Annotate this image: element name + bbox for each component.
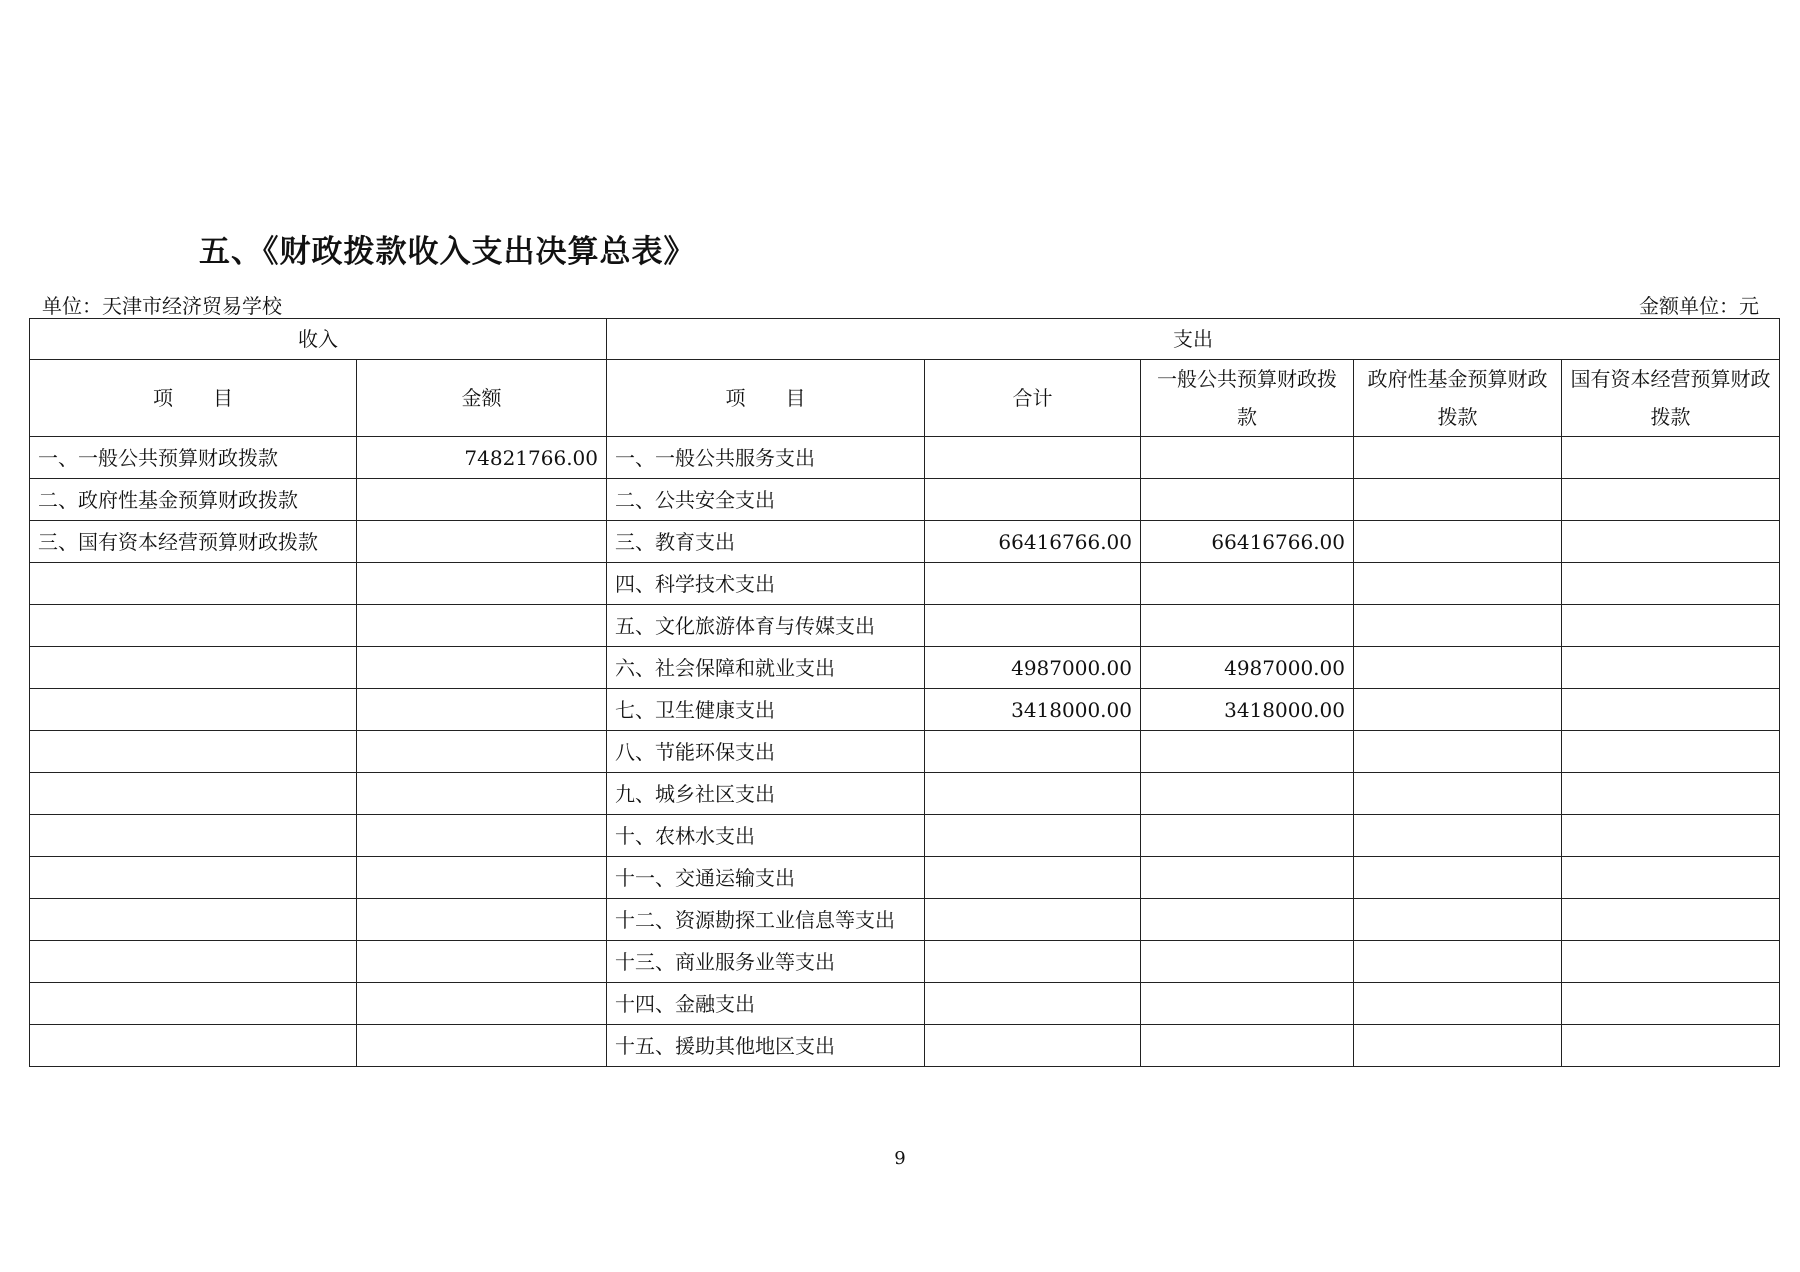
- table-row: [30, 731, 1780, 773]
- gov-fund-cell: [1354, 689, 1562, 731]
- expense-item-cell: 十四、金融支出: [607, 983, 925, 1025]
- total-cell: 66416766.00: [925, 521, 1141, 563]
- state-capital-cell: [1562, 941, 1780, 983]
- table-row: [30, 647, 1780, 689]
- state-capital-cell: [1562, 815, 1780, 857]
- total-cell: [925, 899, 1141, 941]
- table-row: [30, 941, 1780, 983]
- gov-fund-cell: [1354, 899, 1562, 941]
- expense-item-cell: 三、教育支出: [607, 521, 925, 563]
- income-item-cell: [30, 899, 357, 941]
- income-item-cell: [30, 647, 357, 689]
- expense-item-cell: 四、科学技术支出: [607, 563, 925, 605]
- table-row: [30, 479, 1780, 521]
- state-capital-cell: [1562, 521, 1780, 563]
- table-row: [30, 605, 1780, 647]
- income-item-cell: [30, 563, 357, 605]
- gov-fund-cell: [1354, 437, 1562, 479]
- general-budget-cell: [1141, 1025, 1354, 1067]
- income-amount-header: 金额: [357, 360, 607, 437]
- expense-item-cell: 五、文化旅游体育与传媒支出: [607, 605, 925, 647]
- income-amount-cell: 74821766.00: [357, 437, 607, 479]
- state-capital-cell: [1562, 731, 1780, 773]
- expense-item-cell: 八、节能环保支出: [607, 731, 925, 773]
- table-row: [30, 563, 1780, 605]
- income-amount-cell: [357, 689, 607, 731]
- state-capital-cell: [1562, 563, 1780, 605]
- income-amount-cell: [357, 815, 607, 857]
- income-amount-cell: [357, 857, 607, 899]
- page-title: 五、《财政拨款收入支出决算总表》: [199, 234, 696, 270]
- total-cell: [925, 1025, 1141, 1067]
- general-budget-cell: [1141, 815, 1354, 857]
- income-amount-cell: [357, 605, 607, 647]
- income-item-cell: [30, 731, 357, 773]
- column-header-row: [30, 360, 1780, 437]
- gov-fund-cell: [1354, 647, 1562, 689]
- general-budget-cell: [1141, 857, 1354, 899]
- total-cell: [925, 479, 1141, 521]
- state-capital-cell: [1562, 773, 1780, 815]
- income-amount-cell: [357, 563, 607, 605]
- income-item-cell: [30, 689, 357, 731]
- table-row: [30, 983, 1780, 1025]
- state-capital-cell: [1562, 899, 1780, 941]
- income-amount-cell: [357, 941, 607, 983]
- gov-fund-cell: [1354, 731, 1562, 773]
- table-row: [30, 773, 1780, 815]
- general-budget-cell: [1141, 563, 1354, 605]
- total-cell: [925, 983, 1141, 1025]
- income-item-cell: [30, 815, 357, 857]
- table-row: [30, 815, 1780, 857]
- general-budget-cell: [1141, 437, 1354, 479]
- total-cell: [925, 605, 1141, 647]
- general-budget-cell: [1141, 983, 1354, 1025]
- total-cell: 3418000.00: [925, 689, 1141, 731]
- income-item-cell: [30, 605, 357, 647]
- gov-fund-cell: [1354, 605, 1562, 647]
- table-row: [30, 437, 1780, 479]
- gov-fund-cell: [1354, 857, 1562, 899]
- income-item-cell: [30, 941, 357, 983]
- income-amount-cell: [357, 983, 607, 1025]
- unit-label: 单位：天津市经济贸易学校: [42, 294, 282, 318]
- general-budget-cell: [1141, 773, 1354, 815]
- income-amount-cell: [357, 773, 607, 815]
- general-budget-cell: [1141, 605, 1354, 647]
- state-capital-cell: [1562, 647, 1780, 689]
- total-header: 合计: [925, 360, 1141, 437]
- gov-fund-header: 政府性基金预算财政拨款: [1354, 360, 1562, 437]
- expense-item-cell: 二、公共安全支出: [607, 479, 925, 521]
- expense-item-cell: 十一、交通运输支出: [607, 857, 925, 899]
- state-capital-cell: [1562, 689, 1780, 731]
- total-cell: [925, 773, 1141, 815]
- general-budget-cell: [1141, 941, 1354, 983]
- income-amount-cell: [357, 731, 607, 773]
- state-capital-header: 国有资本经营预算财政拨款: [1562, 360, 1780, 437]
- total-cell: [925, 437, 1141, 479]
- table-row: [30, 899, 1780, 941]
- income-item-cell: [30, 857, 357, 899]
- expense-item-cell: 十三、商业服务业等支出: [607, 941, 925, 983]
- expense-item-cell: 一、一般公共服务支出: [607, 437, 925, 479]
- section-header-row: [30, 319, 1780, 360]
- general-budget-cell: 3418000.00: [1141, 689, 1354, 731]
- expense-item-cell: 七、卫生健康支出: [607, 689, 925, 731]
- state-capital-cell: [1562, 1025, 1780, 1067]
- table-row: [30, 521, 1780, 563]
- gov-fund-cell: [1354, 521, 1562, 563]
- total-cell: [925, 941, 1141, 983]
- expense-item-cell: 九、城乡社区支出: [607, 773, 925, 815]
- income-amount-cell: [357, 899, 607, 941]
- total-cell: [925, 815, 1141, 857]
- expense-item-cell: 十二、资源勘探工业信息等支出: [607, 899, 925, 941]
- gov-fund-cell: [1354, 479, 1562, 521]
- income-amount-cell: [357, 647, 607, 689]
- income-item-cell: [30, 773, 357, 815]
- state-capital-cell: [1562, 437, 1780, 479]
- expense-section-header: 支出: [607, 319, 1780, 360]
- state-capital-cell: [1562, 479, 1780, 521]
- general-budget-cell: [1141, 479, 1354, 521]
- income-section-header: 收入: [30, 319, 607, 360]
- income-item-cell: 二、政府性基金预算财政拨款: [30, 479, 357, 521]
- table-row: [30, 689, 1780, 731]
- state-capital-cell: [1562, 605, 1780, 647]
- income-item-cell: [30, 983, 357, 1025]
- gov-fund-cell: [1354, 1025, 1562, 1067]
- income-item-cell: 三、国有资本经营预算财政拨款: [30, 521, 357, 563]
- income-item-header: 项 目: [30, 360, 357, 437]
- income-item-cell: 一、一般公共预算财政拨款: [30, 437, 357, 479]
- gov-fund-cell: [1354, 773, 1562, 815]
- income-amount-cell: [357, 1025, 607, 1067]
- general-budget-cell: [1141, 731, 1354, 773]
- expense-item-cell: 六、社会保障和就业支出: [607, 647, 925, 689]
- page-number: 9: [894, 1148, 906, 1169]
- income-amount-cell: [357, 479, 607, 521]
- gov-fund-cell: [1354, 941, 1562, 983]
- expense-item-cell: 十、农林水支出: [607, 815, 925, 857]
- currency-label: 金额单位：元: [1639, 294, 1759, 318]
- general-budget-cell: 66416766.00: [1141, 521, 1354, 563]
- general-budget-cell: [1141, 899, 1354, 941]
- total-cell: 4987000.00: [925, 647, 1141, 689]
- table-row: [30, 857, 1780, 899]
- total-cell: [925, 563, 1141, 605]
- gov-fund-cell: [1354, 983, 1562, 1025]
- table-row: [30, 1025, 1780, 1067]
- gov-fund-cell: [1354, 815, 1562, 857]
- state-capital-cell: [1562, 983, 1780, 1025]
- gov-fund-cell: [1354, 563, 1562, 605]
- total-cell: [925, 857, 1141, 899]
- general-budget-cell: 4987000.00: [1141, 647, 1354, 689]
- income-item-cell: [30, 1025, 357, 1067]
- expense-item-header: 项 目: [607, 360, 925, 437]
- budget-summary-table: [29, 318, 1780, 1067]
- general-budget-header: 一般公共预算财政拨款: [1141, 360, 1354, 437]
- income-amount-cell: [357, 521, 607, 563]
- expense-item-cell: 十五、援助其他地区支出: [607, 1025, 925, 1067]
- state-capital-cell: [1562, 857, 1780, 899]
- total-cell: [925, 731, 1141, 773]
